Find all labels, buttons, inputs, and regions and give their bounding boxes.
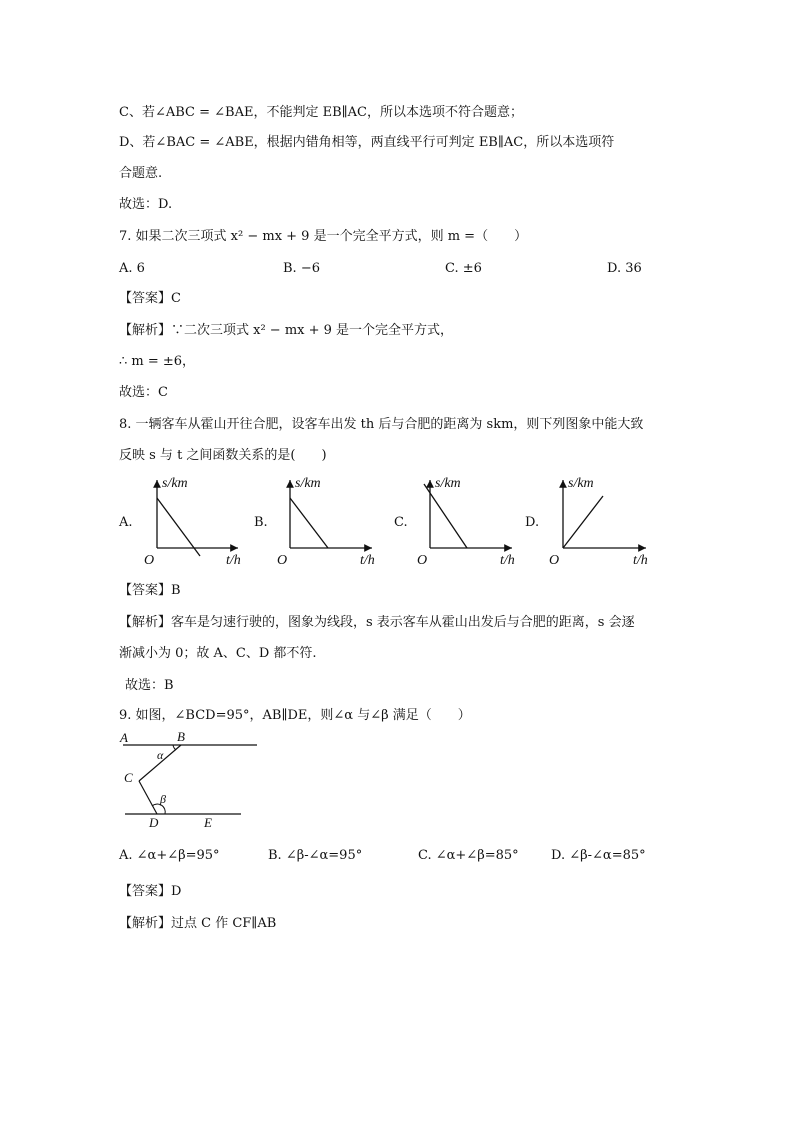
q8-analysis-line1: 【解析】客车是匀速行驶的，图象为线段，s 表示客车从霍山出发后与合肥的距离，s 会逐 (119, 615, 635, 630)
text-line-d-cont: 合题意. (119, 166, 163, 181)
angle-beta-label: β (160, 792, 166, 806)
q7-choose: 故选：C (119, 385, 168, 400)
graph-b (277, 476, 375, 568)
graph-option-c-label: C. (394, 515, 408, 530)
question-9: 9. 如图，∠BCD=95°，AB∥DE，则∠α 与∠β 满足（ ） (119, 708, 471, 723)
point-a-label: A (120, 730, 128, 745)
graph-a-line (157, 498, 200, 556)
graph-d-line (563, 496, 603, 548)
angle-alpha-arc (173, 745, 176, 750)
q8-analysis-line2: 渐减小为 0；故 A、C、D 都不符. (119, 646, 317, 661)
q9-option-c: C. ∠α+∠β=85° (418, 848, 519, 863)
angle-alpha-label: α (157, 748, 164, 762)
graph-option-b-label: B. (254, 515, 268, 530)
q7-option-a: A. 6 (119, 261, 145, 276)
point-c-label: C (124, 770, 133, 785)
q7-analysis: 【解析】∵二次三项式 x² − mx + 9 是一个完全平方式， (119, 323, 454, 338)
graph-d-y-label: s/km (568, 476, 594, 491)
graph-option-a-label: A. (119, 515, 133, 530)
q7-answer: 【答案】C (119, 291, 181, 306)
graph-c-origin: O (417, 553, 428, 568)
graph-a-y-label: s/km (162, 476, 188, 491)
graph-a (144, 476, 241, 568)
graph-c (417, 476, 515, 568)
graph-b-line (290, 498, 328, 548)
text-line-d: D、若∠BAC = ∠ABE，根据内错角相等，两直线平行可判定 EB∥AC，所以本选项符 (119, 135, 615, 150)
q7-therefore: ∴ m = ±6， (119, 354, 196, 369)
q9-option-a: A. ∠α+∠β=95° (119, 848, 220, 863)
graph-option-d-label: D. (525, 515, 540, 530)
q7-option-d: D. 36 (607, 261, 642, 276)
point-b-label: B (177, 729, 185, 744)
q9-option-b: B. ∠β-∠α=95° (268, 848, 363, 863)
question-8-line1: 8. 一辆客车从霍山开往合肥，设客车出发 th 后与合肥的距离为 skm，则下列图象中能大致 (119, 417, 644, 432)
graph-d-x-label: t/h (633, 553, 648, 568)
graph-a-x-label: t/h (226, 553, 241, 568)
segment-cd (139, 781, 157, 814)
q8-answer: 【答案】B (119, 583, 181, 598)
graph-c-y-label: s/km (435, 476, 461, 491)
q7-option-b: B. −6 (283, 261, 320, 276)
q7-option-c: C. ±6 (445, 261, 482, 276)
q9-answer: 【答案】D (119, 884, 182, 899)
graph-d-origin: O (549, 553, 560, 568)
graphs-row (0, 472, 794, 572)
q9-option-d: D. ∠β-∠α=85° (551, 848, 646, 863)
figure-9 (115, 726, 275, 836)
graph-b-x-label: t/h (360, 553, 375, 568)
graph-a-origin: O (144, 553, 155, 568)
q8-choose: 故选：B (125, 678, 174, 693)
point-e-label: E (204, 815, 212, 830)
graph-b-y-label: s/km (295, 476, 321, 491)
text-choose-d: 故选：D. (119, 197, 173, 212)
point-d-label: D (149, 815, 159, 830)
text-line-c: C、若∠ABC = ∠BAE，不能判定 EB∥AC，所以本选项不符合题意； (119, 105, 523, 120)
q9-analysis: 【解析】过点 C 作 CF∥AB (119, 916, 277, 931)
graph-c-x-label: t/h (500, 553, 515, 568)
question-7: 7. 如果二次三项式 x² − mx + 9 是一个完全平方式，则 m =（ ） (119, 229, 528, 244)
question-8-line2: 反映 s 与 t 之间函数关系的是( ) (119, 448, 327, 463)
graph-b-origin: O (277, 553, 288, 568)
graph-d (549, 476, 648, 568)
